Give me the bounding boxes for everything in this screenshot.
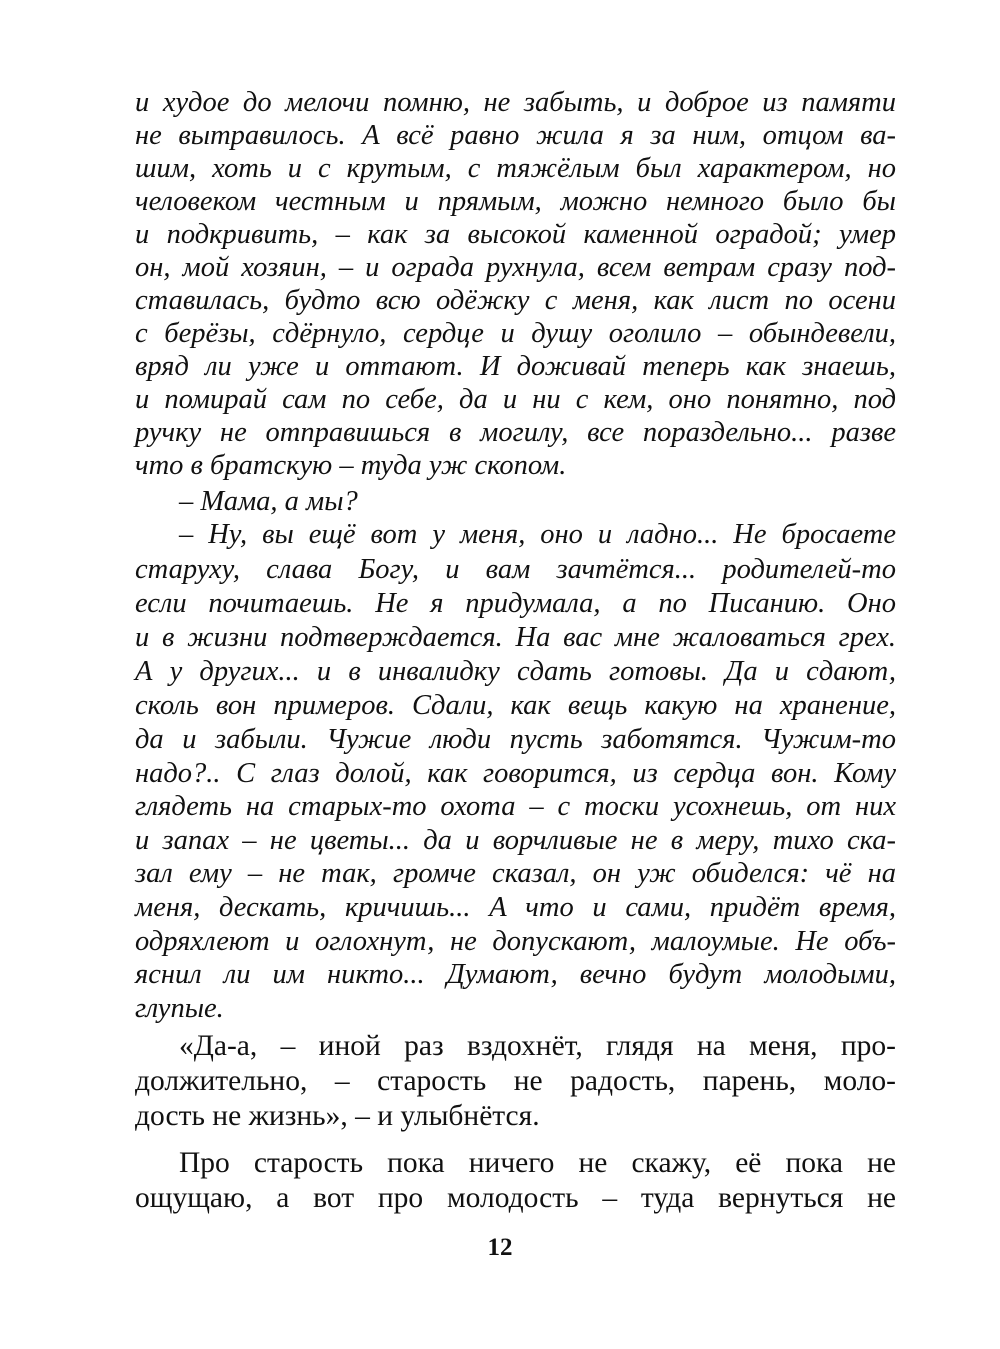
- text-line-31: дость не жизнь», – и улыбнётся.: [135, 1100, 540, 1132]
- text-line-23: и запах – не цветы... да и ворчливые не в меру, тихо ска-: [135, 825, 896, 856]
- text-line-28: глупые.: [135, 993, 224, 1024]
- text-line-18: А у других... и в инвалидку сдать готовы. Да и сдают,: [135, 656, 896, 687]
- text-line-30: должительно, – старость не радость, парень, моло-: [135, 1065, 896, 1097]
- text-line-6: он, мой хозяин, – и ограда рухнула, всем ветрам сразу под-: [135, 252, 896, 283]
- text-line-2: не вытравилось. А всё равно жила я за ним, отцом ва-: [135, 120, 896, 151]
- text-line-27: яснил ли им никто... Думают, вечно будут молодыми,: [135, 959, 896, 990]
- text-line-20: да и забыли. Чужие люди пусть заботятся. Чужим-то: [135, 724, 896, 755]
- text-line-33: ощущаю, а вот про молодость – туда вернуться не: [135, 1182, 896, 1214]
- text-line-26: одряхлеют и оглохнут, не допускают, малоумые. Не объ-: [135, 926, 896, 957]
- text-line-12: что в братскую – туда уж скопом.: [135, 450, 567, 481]
- text-line-8: с берёзы, сдёрнуло, сердце и душу оголило – обындевели,: [135, 318, 896, 349]
- text-line-7: ставилась, будто всю одёжку с меня, как лист по осени: [135, 285, 896, 316]
- text-line-22: глядеть на старых-то охота – с тоски усохнешь, от них: [135, 791, 896, 822]
- text-line-17: и в жизни подтверждается. На вас мне жаловаться грех.: [135, 622, 896, 653]
- text-line-21: надо?.. С глаз долой, как говорится, из сердца вон. Кому: [135, 758, 896, 789]
- text-line-10: и помирай сам по себе, да и ни с кем, оно понятно, под: [135, 384, 896, 415]
- dialogue-line-1: – Мама, а мы?: [179, 486, 358, 517]
- text-line-16: если почитаешь. Не я придумала, а по Писанию. Оно: [135, 588, 896, 619]
- text-line-29: «Да-а, – иной раз вздохнёт, глядя на меня, про-: [179, 1030, 896, 1062]
- text-line-11: ручку не отправишься в могилу, все пораздельно... разве: [135, 417, 896, 448]
- text-line-9: вряд ли уже и оттают. И доживай теперь как знаешь,: [135, 351, 896, 382]
- dialogue-line-2: – Ну, вы ещё вот у меня, оно и ладно... Не бросаете: [179, 519, 896, 550]
- text-line-25: меня, дескать, кричишь... А что и сами, придёт время,: [135, 892, 896, 923]
- page-number: 12: [487, 1234, 513, 1261]
- text-line-3: шим, хоть и с крутым, с тяжёлым был характером, но: [135, 153, 896, 184]
- text-line-24: зал ему – не так, громче сказал, он уж обиделся: чё на: [135, 858, 896, 889]
- text-line-15: старуху, слава Богу, и вам зачтётся... родителей-то: [135, 554, 896, 585]
- text-line-32: Про старость пока ничего не скажу, её пока не: [179, 1147, 896, 1179]
- text-line-1: и худое до мелочи помню, не забыть, и доброе из памяти: [135, 87, 896, 118]
- text-line-4: человеком честным и прямым, можно немного было бы: [135, 186, 896, 217]
- text-line-5: и подкривить, – как за высокой каменной оградой; умер: [135, 219, 896, 250]
- text-line-19: сколь вон примеров. Сдали, как вещь какую на хранение,: [135, 690, 896, 721]
